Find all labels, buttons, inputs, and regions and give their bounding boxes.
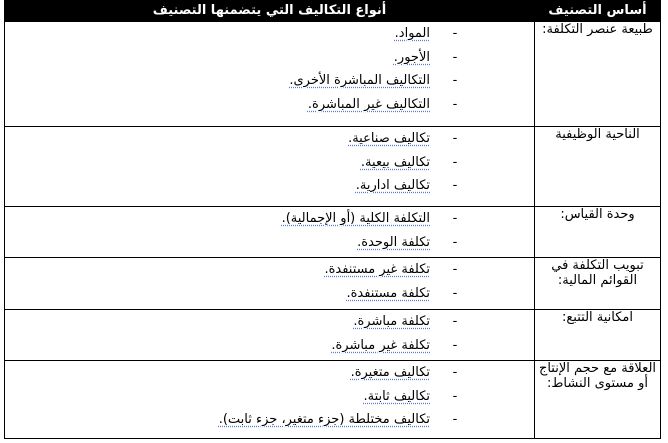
basis-cell: العلاقة مع حجم الإنتاج أو مستوى النشاط: <box>535 361 661 439</box>
item-text: تكاليف ادارية. <box>355 178 430 194</box>
types-cell <box>5 310 535 361</box>
list-item <box>5 46 534 70</box>
dash-bullet: - <box>452 365 458 381</box>
list-item <box>5 334 534 358</box>
basis-cell: امكانية التتبع: <box>535 310 661 361</box>
item-text: تكاليف بيعية. <box>360 154 430 170</box>
type-list <box>5 207 534 254</box>
types-cell <box>5 207 535 258</box>
list-item <box>5 310 534 334</box>
dash-bullet: - <box>452 211 458 227</box>
dash-bullet: - <box>452 234 458 250</box>
item-text: تكاليف مختلطة (جزء متغير، جزء ثابت). <box>218 412 430 428</box>
table-row <box>5 258 661 310</box>
dash-bullet: - <box>452 26 458 42</box>
dash-bullet: - <box>452 96 458 112</box>
item-text: التكاليف غير المباشرة. <box>307 96 430 112</box>
table-row <box>5 127 661 207</box>
item-text: تكلفة غير مستنفدة. <box>324 262 430 278</box>
basis-cell: تبويب التكلفة في القوائم المالية: <box>535 258 661 310</box>
table-row <box>5 207 661 258</box>
list-item <box>5 282 534 306</box>
header-row <box>5 1 661 22</box>
table-row <box>5 22 661 127</box>
table-row <box>5 310 661 361</box>
list-item <box>5 258 534 282</box>
types-cell <box>5 127 535 207</box>
dash-bullet: - <box>452 388 458 404</box>
item-text: الأجور. <box>393 49 430 65</box>
item-text: تكلفة الوحدة. <box>357 234 430 250</box>
list-item <box>5 207 534 231</box>
header-types: أنواع التكاليف التي يتضمنها التصنيف <box>5 1 535 22</box>
list-item <box>5 174 534 198</box>
dash-bullet: - <box>452 285 458 301</box>
list-item <box>5 231 534 255</box>
item-text: تكاليف ثابتة. <box>363 388 430 404</box>
header-basis: أساس التصنيف <box>535 1 661 22</box>
types-cell <box>5 258 535 310</box>
item-text: التكاليف المباشرة الأخرى. <box>289 73 430 89</box>
basis-cell: الناحية الوظيفية <box>535 127 661 207</box>
item-text: تكاليف متغيرة. <box>350 365 430 381</box>
item-text: تكلفة مستنفدة. <box>346 285 430 301</box>
basis-cell: وحدة القياس: <box>535 207 661 258</box>
type-list <box>5 258 534 305</box>
item-text: تكلفة مباشرة. <box>353 314 430 330</box>
list-item <box>5 408 534 432</box>
types-cell <box>5 361 535 439</box>
dash-bullet: - <box>452 262 458 278</box>
list-item <box>5 385 534 409</box>
type-list <box>5 361 534 432</box>
dash-bullet: - <box>452 49 458 65</box>
dash-bullet: - <box>452 314 458 330</box>
item-text: التكلفة الكلية (أو الإجمالية). <box>281 211 430 227</box>
dash-bullet: - <box>452 154 458 170</box>
item-text: تكلفة غير مباشرة. <box>331 337 430 353</box>
list-item <box>5 361 534 385</box>
dash-bullet: - <box>452 337 458 353</box>
dash-bullet: - <box>452 412 458 428</box>
type-list <box>5 127 534 198</box>
type-list <box>5 22 534 116</box>
dash-bullet: - <box>452 131 458 147</box>
list-item <box>5 127 534 151</box>
basis-cell: طبيعة عنصر التكلفة: <box>535 22 661 127</box>
types-cell <box>5 22 535 127</box>
table-row <box>5 361 661 439</box>
list-item <box>5 69 534 93</box>
dash-bullet: - <box>452 178 458 194</box>
dash-bullet: - <box>452 73 458 89</box>
item-text: تكاليف صناعية. <box>348 131 430 147</box>
type-list <box>5 310 534 357</box>
list-item <box>5 93 534 117</box>
item-text: المواد. <box>394 26 430 42</box>
cost-classification-table <box>4 0 661 439</box>
list-item <box>5 22 534 46</box>
list-item <box>5 151 534 175</box>
